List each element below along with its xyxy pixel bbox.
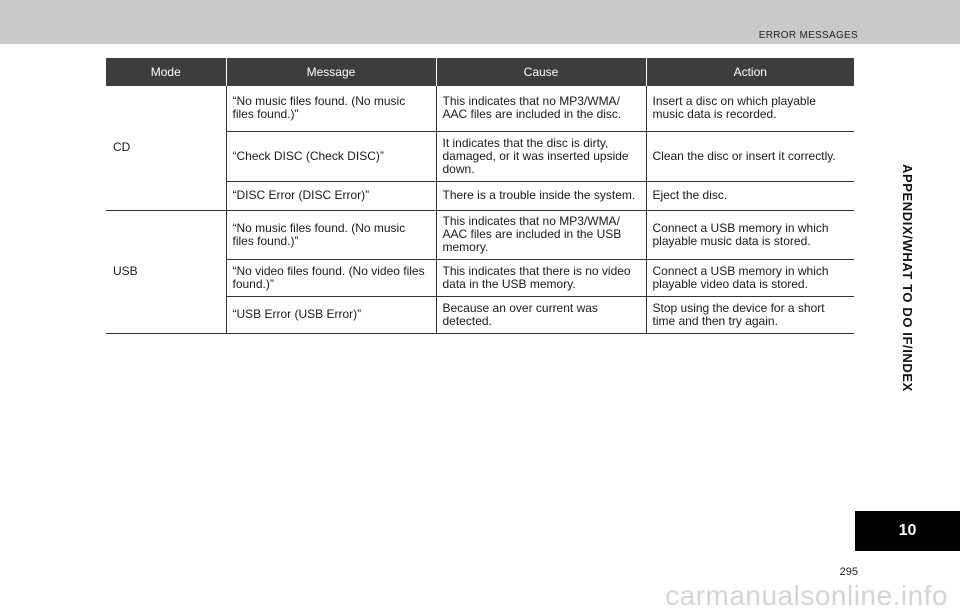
table-header-row: [106, 58, 854, 86]
watermark: carmanualsonline.info: [665, 580, 948, 611]
table-row: [106, 210, 854, 259]
side-tab: [855, 44, 960, 511]
action-cell: Eject the disc.: [646, 181, 854, 210]
section-header: ERROR MESSAGES: [758, 30, 858, 41]
error-messages-table: [106, 58, 854, 334]
column-header-action: Action: [646, 58, 854, 86]
mode-cell: USB: [106, 210, 226, 333]
side-tab-label: APPENDIX/WHAT TO DO IF/INDEX: [900, 163, 915, 392]
message-cell: “No music files found. (No music files found.)”: [226, 210, 436, 259]
cause-cell: There is a trouble inside the system.: [436, 181, 646, 210]
message-cell: “No video files found. (No video files found.)”: [226, 259, 436, 296]
chapter-tab: 10: [855, 511, 960, 551]
cause-cell: Because an over current was detected.: [436, 296, 646, 333]
cause-cell: This indicates that no MP3/WMA/ AAC files are included in the disc.: [436, 86, 646, 131]
column-header-message: Message: [226, 58, 436, 86]
cause-cell: This indicates that there is no video data in the USB memory.: [436, 259, 646, 296]
message-cell: “No music files found. (No music files found.)”: [226, 86, 436, 131]
message-cell: “USB Error (USB Error)”: [226, 296, 436, 333]
page-number: 295: [839, 566, 858, 578]
cause-cell: This indicates that no MP3/WMA/ AAC files are included in the USB memory.: [436, 210, 646, 259]
action-cell: Insert a disc on which playable music data is recorded.: [646, 86, 854, 131]
mode-cell: CD: [106, 86, 226, 210]
action-cell: Connect a USB memory in which playable music data is stored.: [646, 210, 854, 259]
column-header-cause: Cause: [436, 58, 646, 86]
cause-cell: It indicates that the disc is dirty, damaged, or it was inserted upside down.: [436, 131, 646, 181]
action-cell: Stop using the device for a short time and then try again.: [646, 296, 854, 333]
message-cell: “Check DISC (Check DISC)”: [226, 131, 436, 181]
table-row: [106, 86, 854, 131]
action-cell: Clean the disc or insert it correctly.: [646, 131, 854, 181]
message-cell: “DISC Error (DISC Error)”: [226, 181, 436, 210]
action-cell: Connect a USB memory in which playable video data is stored.: [646, 259, 854, 296]
column-header-mode: Mode: [106, 58, 226, 86]
